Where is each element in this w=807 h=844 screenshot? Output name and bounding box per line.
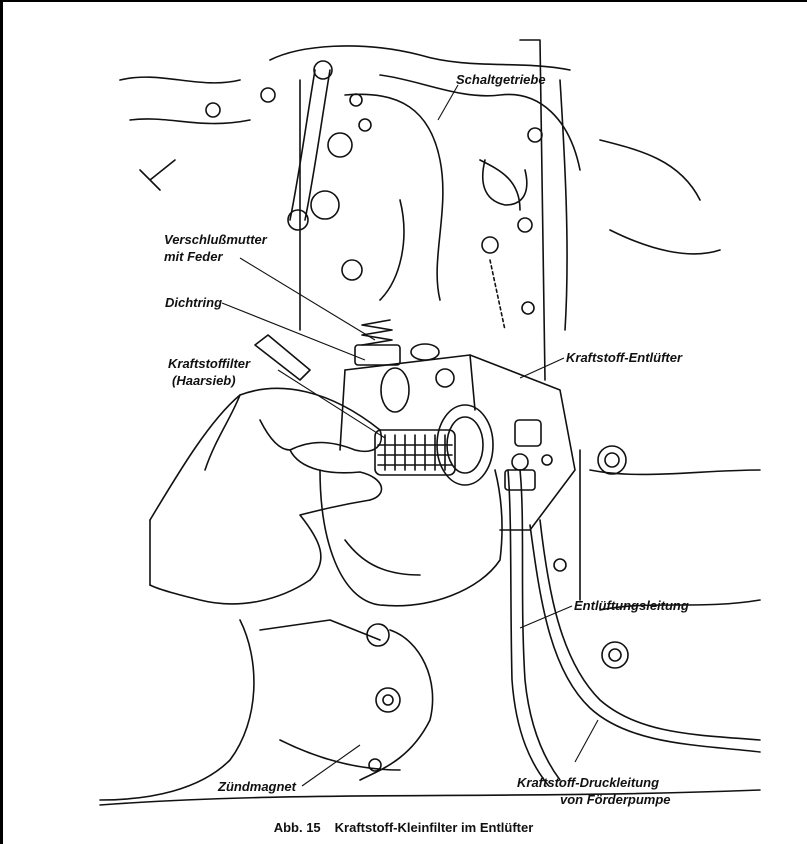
- shift-linkage: [206, 61, 542, 314]
- caption-number: Abb. 15: [273, 820, 321, 835]
- label-verschlussmutter-line2: mit Feder: [164, 249, 223, 264]
- housing-right: [542, 446, 760, 668]
- leader-kraftstofffilter: [278, 370, 385, 438]
- leader-dichtring: [222, 303, 365, 360]
- label-kraftstoff-entlufter: Kraftstoff-Entlüfter: [566, 350, 683, 365]
- leader-entluftungsleitung: [520, 606, 572, 628]
- label-kraftstofffilter-line2: (Haarsieb): [172, 373, 236, 388]
- leader-verschlussmutter: [240, 258, 375, 340]
- label-schaltgetriebe: Schaltgetriebe: [456, 72, 546, 87]
- label-zundmagnet: Zündmagnet: [218, 779, 296, 794]
- magneto-housing: [100, 620, 433, 800]
- caption-text: Kraftstoff-Kleinfilter im Entlüfter: [334, 820, 534, 835]
- figure-caption: [0, 820, 807, 835]
- leader-druckleitung: [575, 720, 598, 762]
- label-verschlussmutter-line1: Verschlußmutter: [164, 232, 267, 247]
- leader-entlufter: [520, 358, 564, 378]
- gearbox-housing: [120, 40, 720, 380]
- hand: [150, 388, 381, 604]
- vent-bottle: [483, 160, 527, 205]
- label-druckleitung-line2: von Förderpumpe: [560, 792, 671, 807]
- vent-chain: [490, 260, 505, 330]
- label-dichtring: Dichtring: [165, 295, 223, 310]
- label-kraftstofffilter-line1: Kraftstoffilter: [168, 356, 251, 371]
- label-entluftungsleitung: Entlüftungsleitung: [574, 598, 689, 613]
- fuel-lines: [505, 454, 760, 785]
- label-druckleitung-line1: Kraftstoff-Druckleitung: [517, 775, 660, 790]
- closure-nut-spring: [355, 320, 454, 387]
